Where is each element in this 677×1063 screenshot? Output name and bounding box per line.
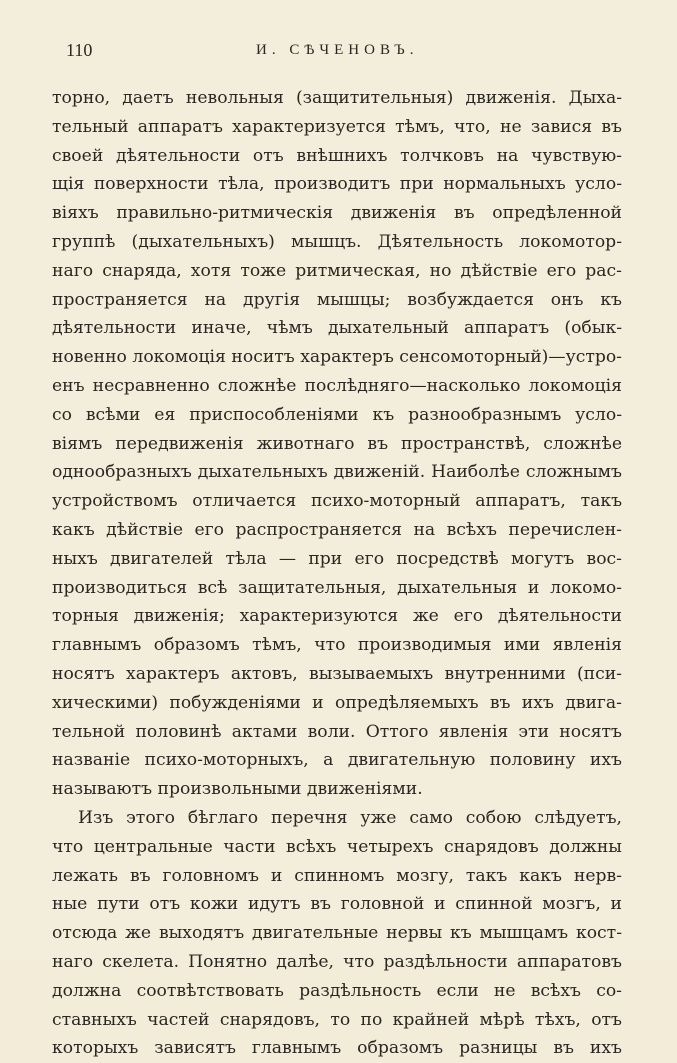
- paragraph: [52, 804, 622, 1063]
- text-line: торныя движенія; характеризуются же его дѣятельности: [52, 606, 622, 627]
- text-line: должна соотвѣтствовать раздѣльность если не всѣхъ со-: [52, 980, 622, 1001]
- paragraph: [52, 84, 622, 804]
- text-line: щія поверхности тѣла, производитъ при нормальныхъ усло-: [52, 174, 622, 195]
- text-line: главнымъ образомъ тѣмъ, что производимыя ими явленія: [52, 635, 622, 656]
- text-line: носятъ характеръ актовъ, вызываемыхъ внутренними (пси-: [52, 663, 622, 684]
- text-line: дѣятельности иначе, чѣмъ дыхательный аппаратъ (обык-: [52, 318, 622, 339]
- text-line: устройствомъ отличается психо-моторный аппаратъ, такъ: [52, 491, 622, 512]
- text-line: віямъ передвиженія животнаго въ пространствѣ, сложнѣе: [52, 433, 622, 454]
- text-line: тельной половинѣ актами воли. Оттого явленія эти носятъ: [52, 721, 622, 742]
- text-line: торно, даетъ невольныя (защитительныя) движенія. Дыха-: [52, 88, 622, 108]
- text-line: своей дѣятельности отъ внѣшнихъ толчковъ на чувствую-: [52, 145, 622, 166]
- page-number: 110: [66, 40, 93, 60]
- text-line: Изъ этого бѣглаго перечня уже само собою слѣдуетъ,: [78, 807, 622, 828]
- text-line: віяхъ правильно-ритмическія движенія въ опредѣленной: [52, 203, 622, 224]
- text-line: новенно локомоція носитъ характеръ сенсомоторный)—устро-: [52, 347, 622, 368]
- text-line: наго скелета. Понятно далѣе, что раздѣльности аппаратовъ: [52, 951, 622, 972]
- text-line: лежать въ головномъ и спинномъ мозгу, такъ какъ нерв-: [52, 865, 622, 886]
- text-line: которыхъ зависятъ главнымъ образомъ разницы въ ихъ: [52, 1038, 622, 1059]
- text-line: наго снаряда, хотя тоже ритмическая, но дѣйствіе его рас-: [52, 260, 622, 281]
- running-head: И. СѢЧЕНОВЪ.: [256, 42, 419, 58]
- text-line: ныхъ двигателей тѣла — при его посредствѣ могутъ вос-: [52, 548, 622, 569]
- text-line: тельный аппаратъ характеризуется тѣмъ, что, не завися въ: [52, 116, 622, 137]
- text-line: ные пути отъ кожи идутъ въ головной и спинной мозгъ, и: [52, 894, 622, 915]
- text-line: называютъ произвольными движеніями.: [52, 779, 423, 800]
- text-line: хическими) побужденіями и опредѣляемыхъ въ ихъ двига-: [52, 692, 622, 713]
- text-line: группѣ (дыхательныхъ) мышцъ. Дѣятельность локомотор-: [52, 231, 622, 252]
- text-line: со всѣми ея приспособленіями къ разнообразнымъ усло-: [52, 404, 622, 425]
- text-line: отсюда же выходятъ двигательные нервы къ мышцамъ кост-: [52, 923, 622, 944]
- text-line: какъ дѣйствіе его распространяется на всѣхъ перечислен-: [52, 519, 622, 540]
- text-line: что центральные части всѣхъ четырехъ снарядовъ должны: [52, 836, 622, 857]
- text-line: енъ несравненно сложнѣе послѣдняго—насколько локомоція: [52, 375, 622, 396]
- text-line: производиться всѣ защитательныя, дыхательныя и локомо-: [52, 577, 622, 598]
- text-line: пространяется на другія мышцы; возбуждается онъ къ: [52, 289, 622, 310]
- body-text: [52, 84, 622, 1063]
- text-line: названіе психо-моторныхъ, а двигательную половину ихъ: [52, 750, 622, 771]
- text-line: однообразныхъ дыхательныхъ движеній. Наиболѣе сложнымъ: [52, 462, 622, 483]
- text-line: ставныхъ частей снарядовъ, то по крайней мѣрѣ тѣхъ, отъ: [52, 1009, 622, 1030]
- page-header: [66, 40, 626, 70]
